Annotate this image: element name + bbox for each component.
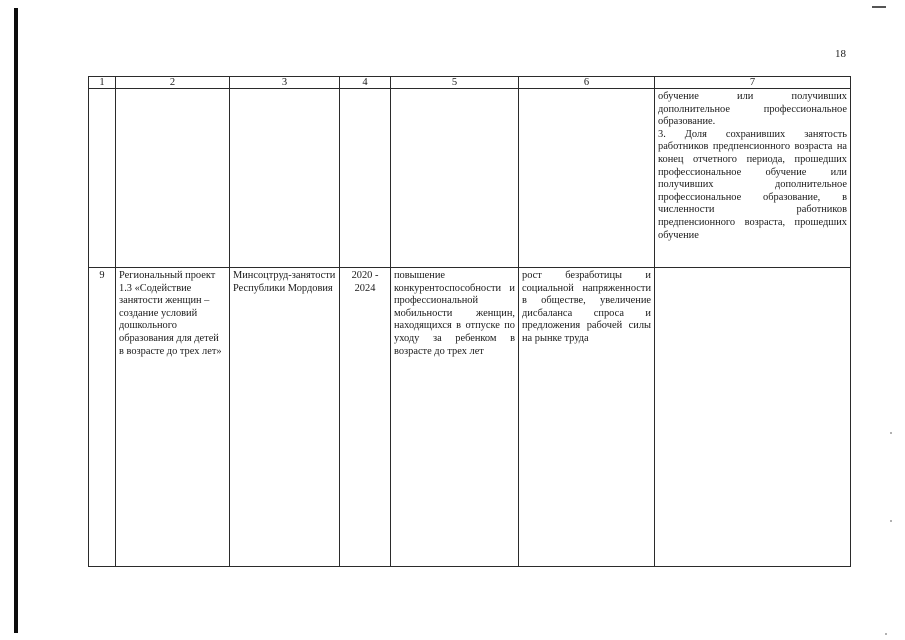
executor-text: Минсоцтруд-занятости Республики Мордовия: [233, 270, 336, 294]
header-cell-7: 7: [655, 77, 851, 89]
header-cell-3: 3: [230, 77, 340, 89]
header-cell-4: 4: [340, 77, 391, 89]
empty-cell: [89, 89, 116, 268]
row-number-cell: 9: [89, 268, 116, 567]
scan-speck: [885, 633, 887, 635]
page-number: 18: [835, 48, 846, 60]
table-row-continuation: [89, 89, 851, 268]
empty-cell: [391, 89, 519, 268]
indicators-continuation-cell: [655, 89, 851, 268]
header-cell-2: 2: [116, 77, 230, 89]
project-name-text: Региональный проект 1.3 «Содействие занятости женщин – создание условий дошкольного образования для детей в возрасте до трех лет»: [119, 270, 222, 357]
header-cell-5: 5: [391, 77, 519, 89]
result-cell: [391, 268, 519, 567]
scan-speck: [890, 432, 892, 434]
result-text: повышение конкурентоспособности и профессиональной мобильности женщин, находящихся в отпуске по уходу за ребенком в возрасте до трех лет: [394, 270, 515, 357]
consequence-text: рост безработицы и социальной напряженности в обществе, увеличение дисбаланса спроса и предложения рабочей силы на рынке труда: [522, 270, 651, 344]
empty-cell: [519, 89, 655, 268]
period-cell: [340, 268, 391, 567]
empty-cell: [340, 89, 391, 268]
scan-corner-mark: [872, 6, 886, 8]
consequence-cell: [519, 268, 655, 567]
scan-edge-bar: [14, 8, 18, 633]
executor-cell: [230, 268, 340, 567]
empty-cell: [116, 89, 230, 268]
program-table: [88, 76, 851, 567]
project-name-cell: [116, 268, 230, 567]
scan-speck: [890, 520, 892, 522]
table-row: [89, 268, 851, 567]
table-header-row: [89, 77, 851, 89]
period-text: 2020 - 2024: [351, 270, 379, 294]
header-cell-1: 1: [89, 77, 116, 89]
header-cell-6: 6: [519, 77, 655, 89]
empty-cell: [230, 89, 340, 268]
indicators-cell: [655, 268, 851, 567]
indicators-continuation-text: обучение или получивших дополнительное профессиональное образование. 3. Доля сохранивших занятость работников предпенсионного возраста на конец отчетного периода, прошедших профессиональное обучение или получивших дополнительное профессиональное образование, в численности работников предпенсионного возраста, прошедших обучение: [658, 91, 847, 241]
